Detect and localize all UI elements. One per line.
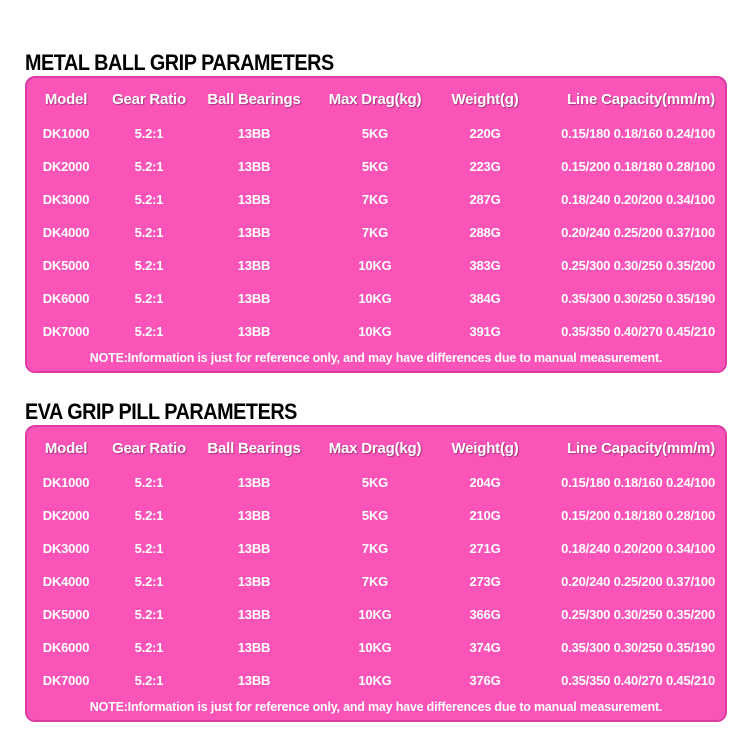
- column-header-ball-bearings: Ball Bearings: [207, 439, 301, 457]
- cell-weight: 383G: [469, 258, 501, 273]
- cell-model: DK4000: [42, 574, 90, 589]
- table-note: NOTE:Information is just for reference only, and may have differences due to manual measurement.: [89, 351, 663, 365]
- table-row: [27, 598, 725, 631]
- metal-ball-grip-section: [25, 52, 727, 373]
- cell-max-drag: 7KG: [361, 574, 389, 589]
- metal-ball-grip-table: [25, 76, 727, 373]
- cell-model: DK1000: [42, 126, 90, 141]
- metal-ball-grip-title: METAL BALL GRIP PARAMETERS: [25, 50, 334, 75]
- cell-line-capacity: 0.25/300 0.30/250 0.35/200: [561, 258, 715, 273]
- table-row: [27, 183, 725, 216]
- cell-model: DK5000: [42, 607, 90, 622]
- cell-gear-ratio: 5.2:1: [134, 541, 164, 556]
- eva-grip-pill-section: [25, 401, 727, 722]
- cell-weight: 271G: [469, 541, 501, 556]
- cell-line-capacity: 0.15/200 0.18/180 0.28/100: [561, 159, 715, 174]
- cell-max-drag: 7KG: [361, 192, 389, 207]
- header-row: [27, 81, 725, 117]
- table-row: [27, 117, 725, 150]
- cell-line-capacity: 0.35/300 0.30/250 0.35/190: [561, 291, 715, 306]
- cell-gear-ratio: 5.2:1: [134, 475, 164, 490]
- cell-model: DK2000: [42, 159, 90, 174]
- cell-model: DK1000: [42, 475, 90, 490]
- cell-gear-ratio: 5.2:1: [134, 291, 164, 306]
- cell-max-drag: 10KG: [358, 673, 392, 688]
- cell-weight: 288G: [469, 225, 501, 240]
- cell-gear-ratio: 5.2:1: [134, 607, 164, 622]
- cell-line-capacity: 0.18/240 0.20/200 0.34/100: [561, 541, 715, 556]
- cell-ball-bearings: 13BB: [237, 475, 271, 490]
- column-header-max-drag: Max Drag(kg): [328, 90, 422, 108]
- cell-line-capacity: 0.15/200 0.18/180 0.28/100: [561, 508, 715, 523]
- table-note: NOTE:Information is just for reference only, and may have differences due to manual measurement.: [89, 700, 663, 714]
- cell-gear-ratio: 5.2:1: [134, 574, 164, 589]
- cell-model: DK3000: [42, 192, 90, 207]
- column-header-weight: Weight(g): [451, 90, 519, 108]
- column-header-gear-ratio: Gear Ratio: [112, 439, 186, 457]
- eva-grip-pill-table: [25, 425, 727, 722]
- eva-grip-pill-title: EVA GRIP PILL PARAMETERS: [25, 399, 297, 424]
- cell-max-drag: 7KG: [361, 541, 389, 556]
- column-header-max-drag: Max Drag(kg): [328, 439, 422, 457]
- cell-ball-bearings: 13BB: [237, 192, 271, 207]
- cell-ball-bearings: 13BB: [237, 126, 271, 141]
- cell-model: DK5000: [42, 258, 90, 273]
- cell-weight: 366G: [469, 607, 501, 622]
- cell-ball-bearings: 13BB: [237, 574, 271, 589]
- table-row: [27, 565, 725, 598]
- cell-line-capacity: 0.18/240 0.20/200 0.34/100: [561, 192, 715, 207]
- table-row: [27, 631, 725, 664]
- cell-ball-bearings: 13BB: [237, 508, 271, 523]
- cell-weight: 204G: [469, 475, 501, 490]
- cell-gear-ratio: 5.2:1: [134, 508, 164, 523]
- cell-gear-ratio: 5.2:1: [134, 159, 164, 174]
- cell-line-capacity: 0.35/300 0.30/250 0.35/190: [561, 640, 715, 655]
- cell-max-drag: 7KG: [361, 225, 389, 240]
- cell-max-drag: 5KG: [361, 126, 389, 141]
- table-row: [27, 499, 725, 532]
- cell-line-capacity: 0.25/300 0.30/250 0.35/200: [561, 607, 715, 622]
- cell-max-drag: 5KG: [361, 159, 389, 174]
- cell-weight: 220G: [469, 126, 501, 141]
- cell-ball-bearings: 13BB: [237, 607, 271, 622]
- column-header-model: Model: [44, 439, 88, 457]
- table-row: [27, 216, 725, 249]
- cell-max-drag: 10KG: [358, 607, 392, 622]
- cell-weight: 376G: [469, 673, 501, 688]
- column-header-ball-bearings: Ball Bearings: [207, 90, 301, 108]
- cell-gear-ratio: 5.2:1: [134, 324, 164, 339]
- table-row: [27, 150, 725, 183]
- cell-line-capacity: 0.20/240 0.25/200 0.37/100: [561, 225, 715, 240]
- column-header-line-capacity: Line Capacity(mm/m): [567, 439, 715, 457]
- cell-ball-bearings: 13BB: [237, 159, 271, 174]
- column-header-weight: Weight(g): [451, 439, 519, 457]
- cell-weight: 384G: [469, 291, 501, 306]
- cell-max-drag: 10KG: [358, 258, 392, 273]
- cell-weight: 374G: [469, 640, 501, 655]
- cell-ball-bearings: 13BB: [237, 673, 271, 688]
- column-header-gear-ratio: Gear Ratio: [112, 90, 186, 108]
- cell-max-drag: 5KG: [361, 508, 389, 523]
- table-row: [27, 532, 725, 565]
- cell-gear-ratio: 5.2:1: [134, 192, 164, 207]
- cell-weight: 223G: [469, 159, 501, 174]
- cell-gear-ratio: 5.2:1: [134, 258, 164, 273]
- table-row: [27, 466, 725, 499]
- table-row: [27, 315, 725, 348]
- cell-ball-bearings: 13BB: [237, 324, 271, 339]
- cell-weight: 287G: [469, 192, 501, 207]
- cell-gear-ratio: 5.2:1: [134, 640, 164, 655]
- cell-model: DK3000: [42, 541, 90, 556]
- cell-gear-ratio: 5.2:1: [134, 225, 164, 240]
- cell-model: DK4000: [42, 225, 90, 240]
- column-header-line-capacity: Line Capacity(mm/m): [567, 90, 715, 108]
- cell-line-capacity: 0.20/240 0.25/200 0.37/100: [561, 574, 715, 589]
- cell-ball-bearings: 13BB: [237, 258, 271, 273]
- table-row: [27, 664, 725, 697]
- cell-gear-ratio: 5.2:1: [134, 673, 164, 688]
- cell-weight: 210G: [469, 508, 501, 523]
- cell-line-capacity: 0.35/350 0.40/270 0.45/210: [561, 673, 715, 688]
- cell-model: DK6000: [42, 291, 90, 306]
- cell-ball-bearings: 13BB: [237, 640, 271, 655]
- cell-weight: 391G: [469, 324, 501, 339]
- header-row: [27, 430, 725, 466]
- column-header-model: Model: [44, 90, 88, 108]
- cell-max-drag: 5KG: [361, 475, 389, 490]
- cell-model: DK6000: [42, 640, 90, 655]
- cell-ball-bearings: 13BB: [237, 225, 271, 240]
- cell-max-drag: 10KG: [358, 640, 392, 655]
- cell-max-drag: 10KG: [358, 324, 392, 339]
- cell-model: DK7000: [42, 673, 90, 688]
- cell-gear-ratio: 5.2:1: [134, 126, 164, 141]
- cell-line-capacity: 0.35/350 0.40/270 0.45/210: [561, 324, 715, 339]
- cell-ball-bearings: 13BB: [237, 541, 271, 556]
- cell-model: DK2000: [42, 508, 90, 523]
- cell-max-drag: 10KG: [358, 291, 392, 306]
- table-row: [27, 282, 725, 315]
- table-row: [27, 249, 725, 282]
- cell-model: DK7000: [42, 324, 90, 339]
- cell-line-capacity: 0.15/180 0.18/160 0.24/100: [561, 475, 715, 490]
- cell-ball-bearings: 13BB: [237, 291, 271, 306]
- cell-line-capacity: 0.15/180 0.18/160 0.24/100: [561, 126, 715, 141]
- cell-weight: 273G: [469, 574, 501, 589]
